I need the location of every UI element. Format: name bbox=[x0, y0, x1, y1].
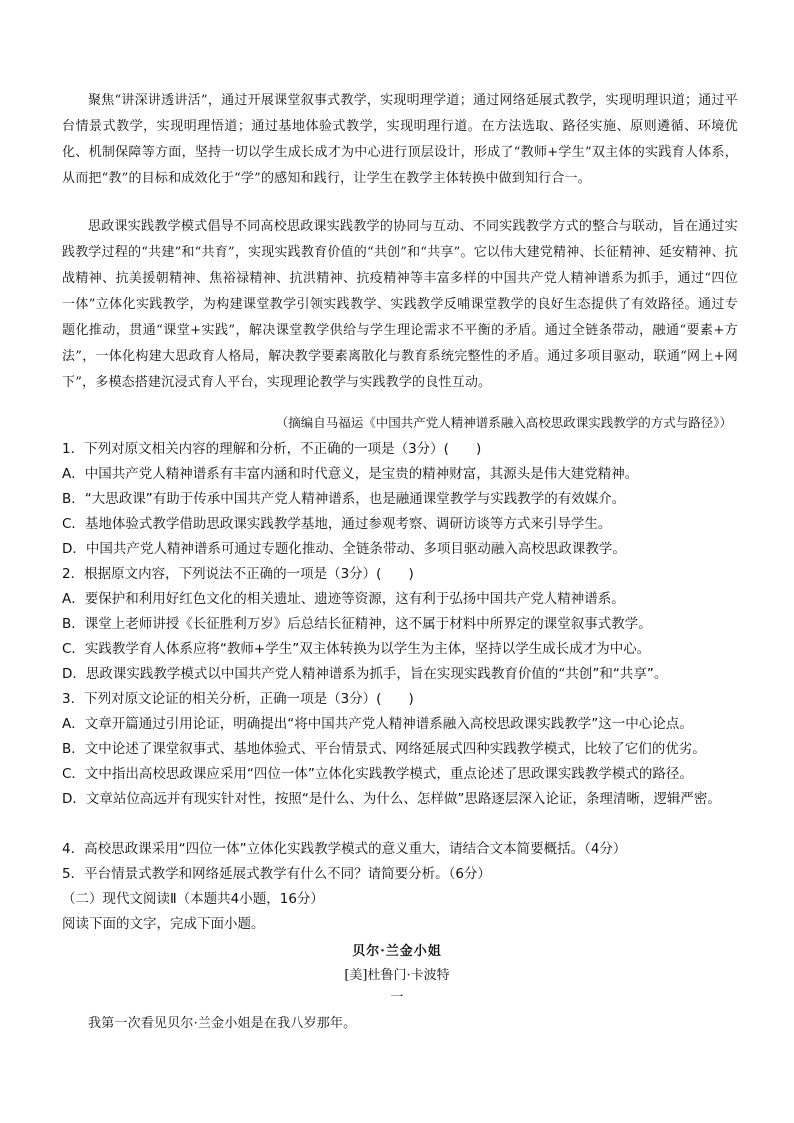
story-title: 贝尔·兰金小姐 bbox=[352, 944, 442, 959]
question-3-option-c: C．文中指出高校思政课应采用“四位一体”立体化实践教学模式，重点论述了思政课实践教学模式的路径。 bbox=[62, 766, 693, 782]
question-2-option-b: B．课堂上老师讲授《长征胜利万岁》后总结长征精神，这不属于材料中所界定的课堂叙事式教学。 bbox=[62, 616, 652, 632]
question-2-stem: 2．根据原文内容，下列说法不正确的一项是（3分）( ) bbox=[62, 566, 414, 582]
question-1-option-a: A．中国共产党人精神谱系有丰富内涵和时代意义，是宝贵的精神财富，其源头是伟大建党精神。 bbox=[62, 466, 639, 482]
passage-paragraph-2: 思政课实践教学模式倡导不同高校思政课实践教学的协同与互动、不同实践教学方式的整合与联动，旨在通过实践教学过程的“共建”和“共育”，实现实践教育价值的“共创”和“共享”。它以伟大建党精神、长征精神、延安精神、抗战精神、抗美援朝精神、焦裕禄精神、抗洪精神、抗疫精神等丰富多样的中国共产党人精神谱系为抓手，通过“四位一体”立体化实践教学，为构建课堂教学引领实践教学、实践教学反哺课堂教学的良好生态提供了有效路径。通过专题化推动，贯通“课堂+实践”，解决课堂教学供给与学生理论需求不平衡的矛盾。通过全链条带动，融通“要素+方法”，一体化构建大思政育人格局，解决教学要素离散化与教育系统完整性的矛盾。通过多项目驱动，联通“网上+网下”，多模态搭建沉浸式育人平台，实现理论教学与实践教学的良性互动。 bbox=[62, 219, 738, 390]
question-3-option-a: A．文章开篇通过引用论证，明确提出“将中国共产党人精神谱系融入高校思政课实践教学”这一中心论点。 bbox=[62, 716, 693, 732]
question-1-option-d: D．中国共产党人精神谱系可通过专题化推动、全链条带动、多项目驱动融入高校思政课教学。 bbox=[62, 541, 626, 557]
passage-paragraph-1: 聚焦“讲深讲透讲活”，通过开展课堂叙事式教学，实现明理学道；通过网络延展式教学，实现明理识道；通过平台情景式教学，实现明理悟道；通过基地体验式教学，实现明理行道。在方法选取、路径实施、原则遴循、环境优化、机制保障等方面，坚持一切以学生成长成才为中心进行顶层设计，形成了“教师+学生”双主体的实践育人体系，从而把“教”的目标和成效化于“学”的感知和践行，让学生在教学主体转换中做到知行合一。 bbox=[62, 93, 738, 186]
question-2-option-d: D．思政课实践教学模式以中国共产党人精神谱系为抓手，旨在实现实践教育价值的“共创”和“共享”。 bbox=[62, 666, 668, 682]
section-instruction: 阅读下面的文字，完成下面小题。 bbox=[62, 916, 265, 932]
section-heading: （二）现代文阅读Ⅱ（本题共4小题，16分） bbox=[62, 891, 324, 907]
question-1-option-b: B．“大思政课”有助于传承中国共产党人精神谱系，也是融通课堂教学与实践教学的有效媒介。 bbox=[62, 491, 626, 507]
question-3-option-d: D．文章站位高远并有现实针对性，按照“是什么、为什么、怎样做”思路逐层深入论证，条理清晰，逻辑严密。 bbox=[62, 791, 721, 807]
question-1-option-c: C．基地体验式教学借助思政课实践教学基地，通过参观考察、调研访谈等方式来引导学生。 bbox=[62, 516, 612, 532]
story-author: [美]杜鲁门·卡波特 bbox=[344, 968, 450, 983]
question-5: 5．平台情景式教学和网络延展式教学有什么不同？请简要分析。（6分） bbox=[62, 866, 491, 882]
story-first-line: 我第一次看见贝尔·兰金小姐是在我八岁那年。 bbox=[88, 1016, 357, 1031]
passage-source: （摘编自马福运《中国共产党人精神谱系融入高校思政课实践教学的方式与路径》） bbox=[275, 415, 732, 430]
chapter-number: 一 bbox=[390, 990, 404, 1005]
question-2-option-c: C．实践教学育人体系应将“教师+学生”双主体转换为以学生为主体，坚持以学生成长成才为中心。 bbox=[62, 641, 651, 657]
question-1-stem: 1．下列对原文相关内容的理解和分析，不正确的一项是（3分）( ) bbox=[62, 441, 482, 457]
question-2-option-a: A．要保护和利用好红色文化的相关遗址、遗迹等资源，这有利于弘扬中国共产党人精神谱系。 bbox=[62, 591, 625, 607]
question-3-option-b: B．文中论述了课堂叙事式、基地体验式、平台情景式、网络延展式四种实践教学模式，比较了它们的优劣。 bbox=[62, 741, 706, 757]
question-4: 4．高校思政课采用“四位一体”立体化实践教学模式的意义重大，请结合文本简要概括。（4分） bbox=[62, 841, 627, 857]
question-3-stem: 3．下列对原文论证的相关分析，正确一项是（3分）( ) bbox=[62, 691, 414, 707]
